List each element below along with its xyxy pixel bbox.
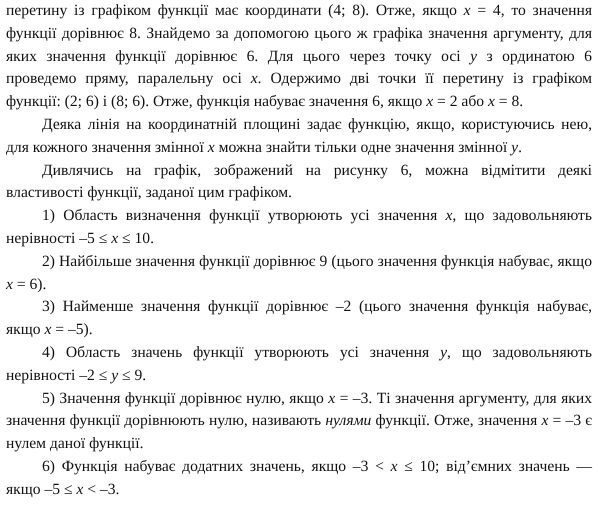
- property-min-value: 3) Найменше значення функції дорівнює –2 (цього значення функція набуває, якщо x = –5).: [6, 298, 592, 339]
- property-sign: 6) Функція набуває додатних значень, якщо –3 < x ≤ 10; від’ємних значень — якщо –5 ≤ x < –3.: [6, 457, 592, 498]
- paragraph-properties-intro: Дивлячись на графік, зображений на рисунку 6, можна відмітити деякі властивості функції, заданої цим графіком.: [6, 161, 592, 202]
- property-range: 4) Область значень функції утворюють усі значення y, що задовольняють нерівності –2 ≤ y ≤ 9.: [6, 343, 593, 384]
- paragraph-function-definition: Деяка лінія на координатній площині задає функцію, якщо, користуючись нею, для кожного значення змінної x можна знайти тільки одне значення змінної y.: [6, 115, 592, 156]
- paragraph-graph-reading: перетину із графіком функції має координати (4; 8). Отже, якщо x = 4, то значення функції дорівнює 8. Знайдемо за допомогою цього ж графіка значення аргументу, для яких значення функції дорівнює 6. Для цього через точку осі y з ординатою 6 проведемо пряму, паралельну осі x. Одержимо дві точки її перетину із графіком функції: (2; 6) і (8; 6). Отже, функція набуває значення 6, якщо x = 2 або x = 8.: [6, 2, 592, 111]
- property-domain: 1) Область визначення функції утворюють усі значення x, що задовольняють нерівності –5 ≤ x ≤ 10.: [6, 207, 592, 247]
- property-zeros: 5) Значення функції дорівнює нулю, якщо x = –3. Ті значення аргументу, для яких значення функції дорівнюють нулю, називають нулями функції. Отже, значення x = –3 є нулем даної функції.: [6, 389, 592, 453]
- property-max-value: 2) Найбільше значення функції дорівнює 9 (цього значення функція набуває, якщо x = 6).: [6, 252, 592, 293]
